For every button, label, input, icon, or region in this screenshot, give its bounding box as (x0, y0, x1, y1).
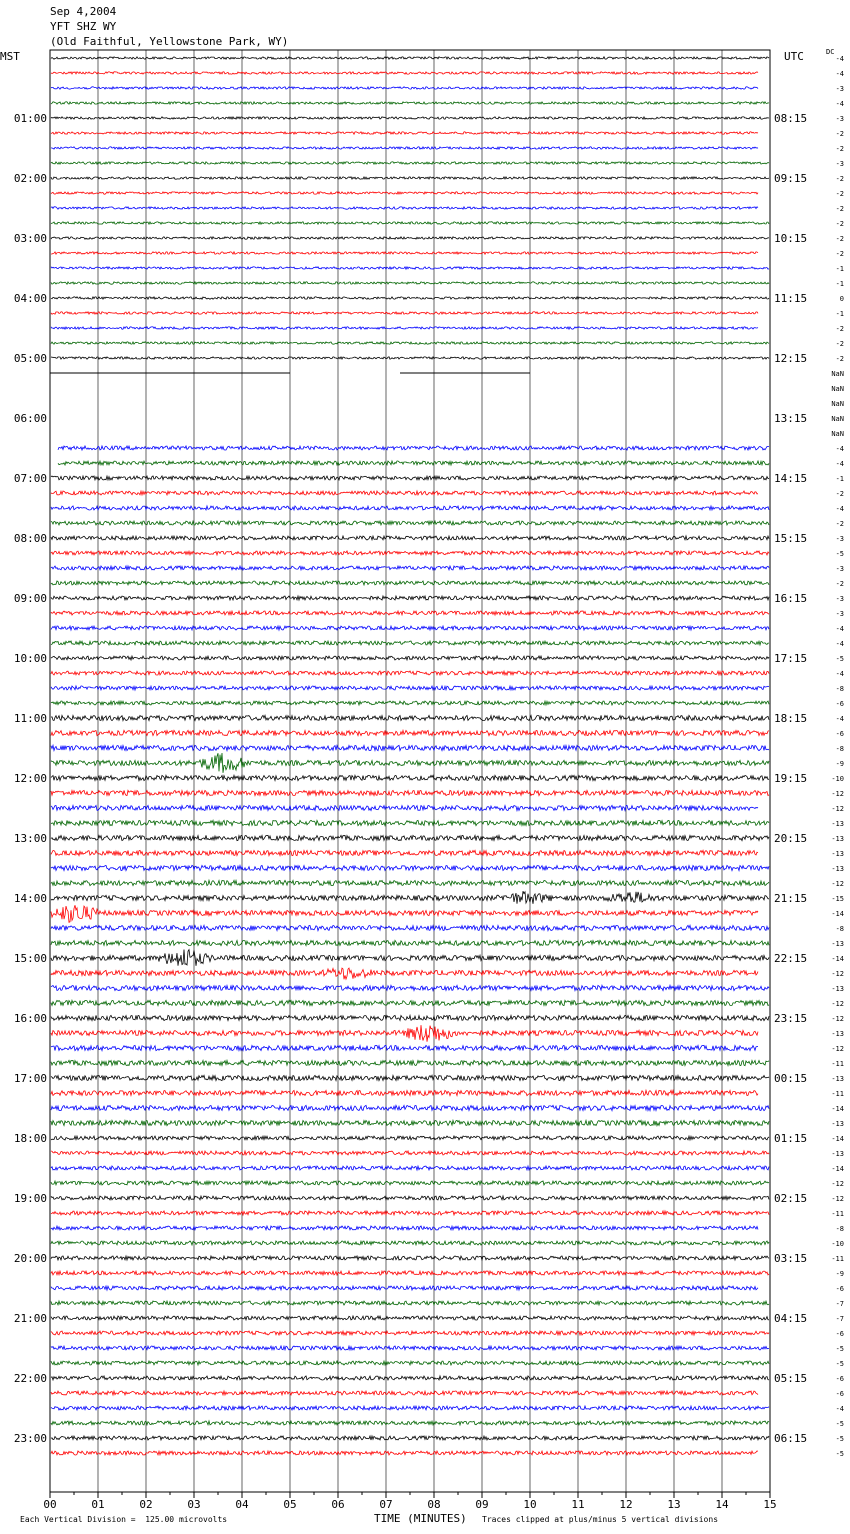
seismic-trace (51, 611, 769, 615)
dc-offset-label: -13 (831, 940, 844, 948)
x-tick-label: 15 (763, 1498, 777, 1511)
dc-offset-label: -11 (831, 1090, 844, 1098)
right-hour-label: 16:15 (774, 592, 808, 605)
seismic-trace (51, 1151, 769, 1155)
seismic-trace (51, 162, 769, 164)
dc-offset-label: -6 (835, 1330, 844, 1338)
seismic-trace (51, 237, 769, 239)
left-hour-label: 03:00 (13, 232, 47, 245)
seismic-trace (51, 1181, 769, 1185)
dc-offset-label: -2 (835, 175, 844, 183)
dc-offset-label: -4 (835, 55, 844, 63)
right-hour-label: 10:15 (774, 232, 808, 245)
right-timezone-label: UTC (784, 50, 804, 63)
seismic-trace (51, 950, 769, 966)
left-hour-label: 12:00 (13, 772, 47, 785)
seismic-trace (51, 701, 769, 705)
seismic-trace (51, 745, 769, 750)
right-hour-label: 06:15 (774, 1432, 808, 1445)
dc-offset-label: NaN (831, 400, 844, 408)
seismic-trace (51, 1316, 769, 1320)
seismic-trace (51, 1271, 769, 1275)
right-hour-label: 02:15 (774, 1192, 808, 1205)
right-hour-label: 03:15 (774, 1252, 808, 1265)
seismic-trace (51, 1120, 769, 1125)
right-hour-label: 14:15 (774, 472, 808, 485)
seismic-trace (51, 925, 769, 930)
chart-station: YFT SHZ WY (50, 20, 117, 33)
dc-offset-label: -6 (835, 1390, 844, 1398)
dc-offset-label: -2 (835, 250, 844, 258)
seismic-trace (51, 476, 769, 480)
seismic-trace (51, 1331, 769, 1335)
seismic-trace (51, 1025, 758, 1042)
seismic-trace (51, 521, 769, 525)
dc-offset-label: -2 (835, 145, 844, 153)
seismic-trace (51, 805, 758, 810)
left-hour-label: 05:00 (13, 352, 47, 365)
dc-offset-label: -13 (831, 1075, 844, 1083)
seismic-trace (51, 551, 769, 555)
seismic-trace (51, 117, 769, 119)
dc-offset-label: -6 (835, 700, 844, 708)
right-hour-label: 01:15 (774, 1132, 808, 1145)
seismic-trace (51, 252, 758, 254)
dc-offset-label: NaN (831, 430, 844, 438)
dc-offset-label: -1 (835, 280, 844, 288)
dc-offset-label: -3 (835, 595, 844, 603)
seismic-trace (51, 1346, 769, 1350)
dc-offset-label: -3 (835, 115, 844, 123)
seismic-trace (51, 222, 769, 224)
dc-offset-label: -1 (835, 475, 844, 483)
plot-frame (50, 50, 770, 1492)
dc-offset-label: -7 (835, 1315, 844, 1323)
right-hour-label: 11:15 (774, 292, 808, 305)
seismic-trace (51, 581, 769, 585)
dc-offset-label: -3 (835, 535, 844, 543)
seismic-trace (51, 730, 769, 735)
left-hour-label: 17:00 (13, 1072, 47, 1085)
dc-offset-label: -1 (835, 310, 844, 318)
seismic-trace (51, 207, 758, 209)
left-hour-label: 19:00 (13, 1192, 47, 1205)
left-hour-label: 09:00 (13, 592, 47, 605)
seismic-trace (51, 192, 758, 194)
left-hour-label: 22:00 (13, 1372, 47, 1385)
dc-offset-label: NaN (831, 415, 844, 423)
seismic-trace (51, 850, 758, 855)
seismic-trace (51, 267, 769, 269)
x-tick-label: 01 (91, 1498, 105, 1511)
dc-offset-label: -8 (835, 1225, 844, 1233)
seismic-trace (51, 891, 769, 904)
dc-offset-label: -2 (835, 130, 844, 138)
right-hour-label: 04:15 (774, 1312, 808, 1325)
right-hour-label: 18:15 (774, 712, 808, 725)
seismic-trace (51, 820, 769, 825)
dc-offset-label: -4 (835, 670, 844, 678)
dc-offset-label: -10 (831, 775, 844, 783)
dc-offset-label: NaN (831, 370, 844, 378)
dc-offset-label: -5 (835, 1450, 844, 1458)
seismic-trace (51, 1256, 769, 1260)
dc-offset-label: -14 (831, 910, 844, 918)
seismic-trace (51, 1045, 758, 1050)
dc-offset-label: -4 (835, 1405, 844, 1413)
seismic-trace (51, 102, 769, 104)
seismic-trace (51, 342, 769, 344)
seismic-trace (51, 905, 758, 922)
clip-note: Traces clipped at plus/minus 5 vertical divisions (482, 1515, 719, 1524)
dc-offset-label: -13 (831, 865, 844, 873)
dc-offset-label: -15 (831, 895, 844, 903)
x-tick-label: 12 (619, 1498, 633, 1511)
dc-offset-label: -2 (835, 355, 844, 363)
seismic-trace (51, 1436, 769, 1440)
seismic-trace (51, 57, 769, 59)
dc-offset-label: -12 (831, 970, 844, 978)
left-hour-label: 15:00 (13, 952, 47, 965)
dc-offset-label: -6 (835, 730, 844, 738)
dc-offset-label: -5 (835, 1435, 844, 1443)
seismic-trace (51, 880, 769, 885)
x-tick-label: 08 (427, 1498, 441, 1511)
x-tick-label: 06 (331, 1498, 345, 1511)
dc-offset-label: -12 (831, 1045, 844, 1053)
seismic-trace (51, 1166, 769, 1170)
left-hour-label: 18:00 (13, 1132, 47, 1145)
left-hour-label: 13:00 (13, 832, 47, 845)
seismic-trace (51, 1211, 769, 1215)
dc-offset-label: -2 (835, 520, 844, 528)
seismic-trace (51, 506, 769, 510)
x-tick-label: 00 (43, 1498, 57, 1511)
dc-offset-label: -14 (831, 1105, 844, 1113)
dc-offset-label: -2 (835, 220, 844, 228)
left-hour-label: 08:00 (13, 532, 47, 545)
dc-offset-label: -2 (835, 490, 844, 498)
seismic-trace (51, 865, 769, 870)
dc-offset-label: -14 (831, 1165, 844, 1173)
dc-offset-label: -5 (835, 1420, 844, 1428)
dc-offset-label: -2 (835, 235, 844, 243)
dc-offset-label: -4 (835, 100, 844, 108)
right-hour-label: 15:15 (774, 532, 808, 545)
seismic-trace (51, 1015, 769, 1020)
x-tick-label: 03 (187, 1498, 201, 1511)
seismic-trace (51, 536, 769, 540)
seismic-trace (51, 1376, 769, 1380)
dc-offset-label: -12 (831, 1015, 844, 1023)
dc-offset-label: -12 (831, 1000, 844, 1008)
dc-offset-label: -2 (835, 580, 844, 588)
dc-offset-label: -10 (831, 1240, 844, 1248)
x-tick-label: 11 (571, 1498, 585, 1511)
seismic-trace (51, 626, 769, 630)
seismic-trace (58, 446, 769, 450)
seismic-trace (51, 1406, 769, 1410)
seismic-trace (51, 1075, 769, 1080)
seismic-trace (51, 177, 769, 179)
right-hour-label: 13:15 (774, 412, 808, 425)
dc-offset-label: -4 (835, 625, 844, 633)
dc-offset-label: -12 (831, 1180, 844, 1188)
dc-offset-label: -4 (835, 70, 844, 78)
x-tick-label: 13 (667, 1498, 681, 1511)
seismic-trace (51, 968, 758, 979)
dc-offset-label: -4 (835, 715, 844, 723)
left-hour-label: 02:00 (13, 172, 47, 185)
dc-offset-header: DC (826, 48, 835, 56)
dc-offset-label: -4 (835, 460, 844, 468)
seismic-trace (51, 686, 769, 690)
dc-offset-label: -3 (835, 610, 844, 618)
right-hour-label: 09:15 (774, 172, 808, 185)
dc-offset-label: -12 (831, 1195, 844, 1203)
dc-offset-label: -6 (835, 1285, 844, 1293)
dc-offset-label: -4 (835, 640, 844, 648)
scale-note: Each Vertical Division = 125.00 microvolts (20, 1515, 228, 1524)
seismic-trace (51, 1226, 758, 1230)
left-hour-label: 20:00 (13, 1252, 47, 1265)
right-hour-label: 23:15 (774, 1012, 808, 1025)
dc-offset-label: -3 (835, 565, 844, 573)
x-tick-label: 02 (139, 1498, 153, 1511)
dc-offset-label: -4 (835, 445, 844, 453)
dc-offset-label: -5 (835, 1345, 844, 1353)
seismic-trace (51, 491, 758, 495)
seismic-trace (51, 1301, 769, 1305)
seismic-trace (51, 357, 769, 359)
seismic-trace (51, 671, 769, 675)
dc-offset-label: -8 (835, 685, 844, 693)
left-timezone-label: MST (0, 50, 20, 63)
right-hour-label: 21:15 (774, 892, 808, 905)
seismic-trace (51, 1286, 758, 1290)
dc-offset-label: -14 (831, 955, 844, 963)
seismic-trace (51, 1421, 769, 1425)
dc-offset-label: -13 (831, 1150, 844, 1158)
seismic-trace (51, 641, 769, 645)
dc-offset-label: -13 (831, 985, 844, 993)
left-hour-label: 06:00 (13, 412, 47, 425)
seismic-trace (51, 775, 769, 780)
dc-offset-label: -3 (835, 160, 844, 168)
left-hour-label: 14:00 (13, 892, 47, 905)
seismic-trace (51, 656, 769, 660)
dc-offset-label: -11 (831, 1210, 844, 1218)
seismic-trace (51, 835, 769, 840)
left-hour-label: 04:00 (13, 292, 47, 305)
left-hour-label: 01:00 (13, 112, 47, 125)
seismic-trace (51, 566, 769, 570)
right-hour-label: 08:15 (774, 112, 808, 125)
dc-offset-label: -8 (835, 925, 844, 933)
dc-offset-label: -12 (831, 805, 844, 813)
right-hour-label: 17:15 (774, 652, 808, 665)
chart-location: (Old Faithful, Yellowstone Park, WY) (50, 35, 289, 48)
dc-offset-label: -11 (831, 1255, 844, 1263)
dc-offset-label: -5 (835, 655, 844, 663)
right-hour-label: 05:15 (774, 1372, 808, 1385)
seismic-trace (51, 72, 758, 74)
right-hour-label: 19:15 (774, 772, 808, 785)
seismic-trace (51, 596, 769, 600)
dc-offset-label: -5 (835, 550, 844, 558)
dc-offset-label: -13 (831, 820, 844, 828)
seismic-trace (58, 461, 769, 465)
x-tick-label: 04 (235, 1498, 249, 1511)
right-hour-label: 20:15 (774, 832, 808, 845)
dc-offset-label: -9 (835, 1270, 844, 1278)
seismic-trace (51, 1060, 769, 1065)
seismic-trace (51, 790, 769, 795)
left-hour-label: 10:00 (13, 652, 47, 665)
seismic-trace (51, 1136, 769, 1140)
dc-offset-label: NaN (831, 385, 844, 393)
x-tick-label: 07 (379, 1498, 393, 1511)
seismic-trace (51, 1196, 769, 1200)
left-hour-label: 11:00 (13, 712, 47, 725)
x-tick-label: 14 (715, 1498, 729, 1511)
seismic-trace (51, 940, 769, 945)
seismic-trace (51, 132, 758, 134)
seismic-trace (51, 1451, 758, 1455)
seismic-trace (51, 87, 758, 89)
right-hour-label: 12:15 (774, 352, 808, 365)
dc-offset-label: -5 (835, 1360, 844, 1368)
dc-offset-label: -2 (835, 190, 844, 198)
dc-offset-label: -13 (831, 1030, 844, 1038)
dc-offset-label: -12 (831, 880, 844, 888)
dc-offset-label: -13 (831, 1120, 844, 1128)
dc-offset-label: -1 (835, 265, 844, 273)
x-tick-label: 05 (283, 1498, 297, 1511)
dc-offset-label: -6 (835, 1375, 844, 1383)
dc-offset-label: -7 (835, 1300, 844, 1308)
seismic-trace (51, 985, 769, 990)
dc-offset-label: -2 (835, 340, 844, 348)
seismic-trace (51, 1241, 769, 1245)
left-hour-label: 23:00 (13, 1432, 47, 1445)
seismic-trace (51, 327, 758, 329)
seismic-trace (51, 282, 769, 284)
seismic-trace (51, 1361, 769, 1365)
dc-offset-label: -9 (835, 760, 844, 768)
x-tick-label: 10 (523, 1498, 537, 1511)
dc-offset-label: -13 (831, 850, 844, 858)
seismic-trace (51, 1105, 769, 1110)
left-hour-label: 07:00 (13, 472, 47, 485)
dc-offset-label: -2 (835, 205, 844, 213)
x-axis-title: TIME (MINUTES) (374, 1512, 467, 1525)
dc-offset-label: 0 (839, 295, 844, 303)
left-hour-label: 21:00 (13, 1312, 47, 1325)
seismic-trace (51, 715, 769, 720)
dc-offset-label: -12 (831, 790, 844, 798)
dc-offset-label: -3 (835, 85, 844, 93)
dc-offset-label: -2 (835, 325, 844, 333)
left-hour-label: 16:00 (13, 1012, 47, 1025)
seismic-trace (51, 297, 769, 299)
right-hour-label: 22:15 (774, 952, 808, 965)
dc-offset-label: -11 (831, 1060, 844, 1068)
seismic-trace (51, 312, 758, 314)
chart-date: Sep 4,2004 (50, 5, 117, 18)
dc-offset-label: -4 (835, 505, 844, 513)
x-tick-label: 09 (475, 1498, 489, 1511)
seismic-trace (51, 753, 769, 773)
seismic-trace (51, 1000, 769, 1005)
seismic-trace (51, 1391, 758, 1395)
right-hour-label: 00:15 (774, 1072, 808, 1085)
seismic-trace (51, 1090, 758, 1095)
seismic-trace (51, 147, 758, 149)
dc-offset-label: -14 (831, 1135, 844, 1143)
dc-offset-label: -13 (831, 835, 844, 843)
dc-offset-label: -8 (835, 745, 844, 753)
